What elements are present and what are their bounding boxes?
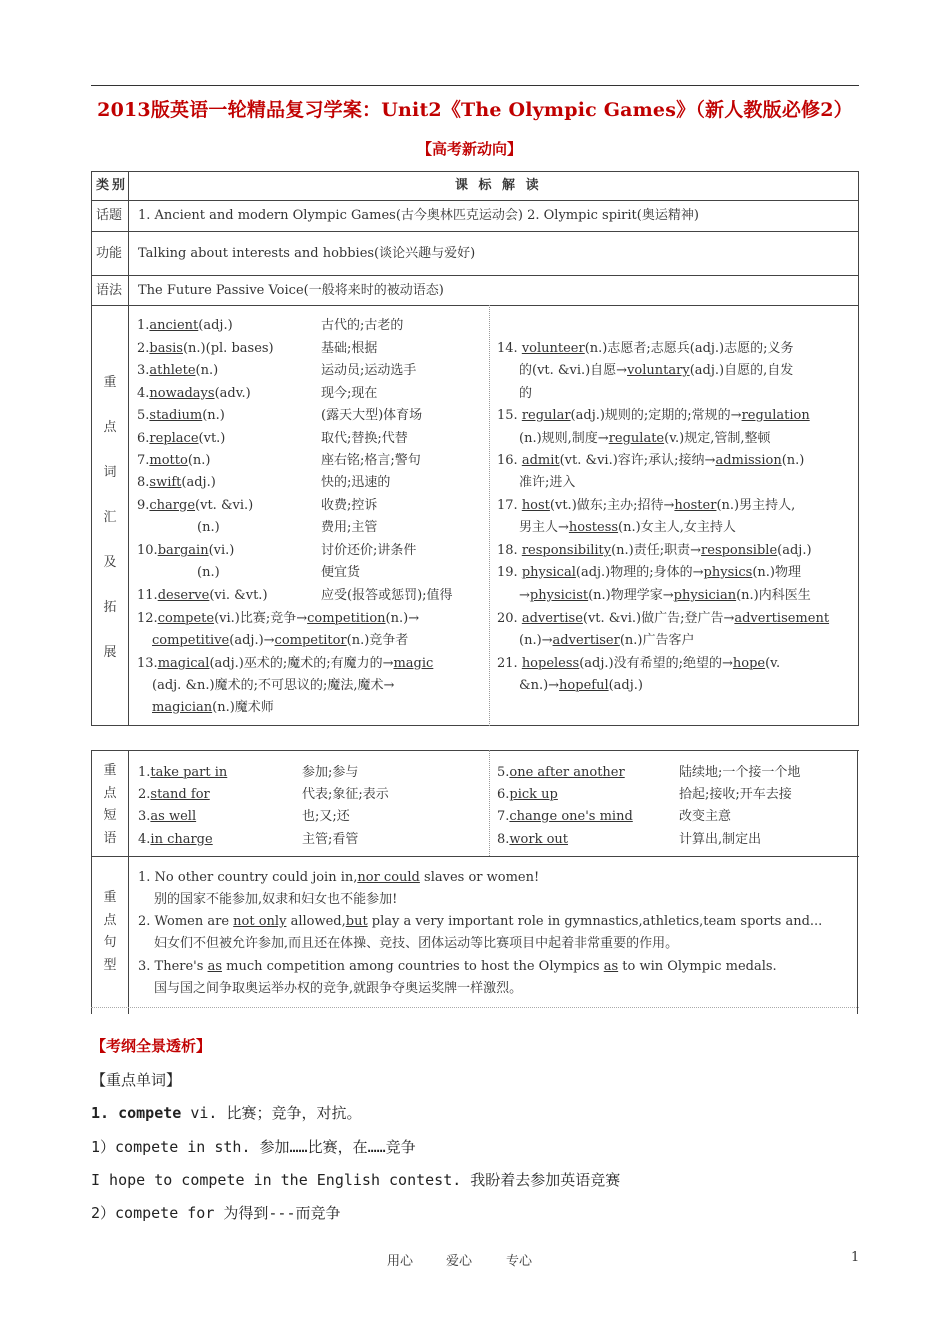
vocab-meaning: (露天大型)体育场 — [321, 408, 423, 423]
vocab-item: 6.replace(vt.) — [137, 431, 226, 446]
vocab-meaning: 取代;替换;代替 — [321, 431, 408, 446]
phrase-item: 5.one after another — [497, 765, 625, 780]
vocab-meaning: 收费;控诉 — [321, 498, 378, 513]
phrase-meaning: 主管;看管 — [302, 832, 359, 847]
usage-2: 2）compete for 为得到---而竞争 — [91, 1204, 341, 1222]
table1-col-divider — [128, 171, 129, 726]
row-function-text: Talking about interests and hobbies(谈论兴趣与爱好) — [138, 246, 476, 261]
vocab-meaning: 运动员;运动选手 — [321, 363, 417, 378]
vocab-line: 20. advertise(vt. &vi.)做广告;登广告→advertisement — [497, 611, 830, 626]
header-category: 类别 — [96, 178, 129, 193]
phrase-side-label: 重 点 短 语 — [103, 763, 117, 846]
vocab-line: 15. regular(adj.)规则的;定期的;常规的→regulation — [497, 408, 810, 423]
phrase-meaning: 拾起;接收;开车去接 — [679, 787, 792, 802]
vocab-line: →physicist(n.)物理学家→physician(n.)内科医生 — [519, 588, 811, 603]
vocab-meaning: 古代的;古老的 — [321, 318, 404, 333]
row-function-label: 功能 — [96, 246, 123, 261]
vocab-side-label: 重 点 词 汇 及 拓 展 — [103, 375, 117, 660]
vocab-meaning: 快的;迅速的 — [321, 475, 391, 490]
page-number: 1 — [851, 1250, 860, 1265]
vocab-item: 3.athlete(n.) — [137, 363, 219, 378]
phrase-item: 7.change one's mind — [497, 809, 633, 824]
vocab-line: 19. physical(adj.)物理的;身体的→physics(n.)物理 — [497, 565, 802, 580]
document-title: 2013版英语一轮精品复习学案：Unit2《The Olympic Games》（新人教版必修2） — [97, 99, 853, 121]
header-interpretation: 课 标 解 读 — [455, 178, 542, 193]
row-grammar-text: The Future Passive Voice(一般将来时的被动语态) — [138, 283, 444, 298]
vocab-line: 14. volunteer(n.)志愿者;志愿兵(adj.)志愿的;义务 — [497, 341, 794, 356]
entry-compete: 1. compete vi. 比赛；竞争，对抗。 — [91, 1104, 362, 1122]
vocab-meaning: 费用;主管 — [321, 520, 378, 535]
sentence-3: 3. There's as much competition among countries to host the Olympics as to win Olympic medals. — [138, 959, 777, 974]
vocab-item: 11.deserve(vi. &vt.) — [137, 588, 268, 603]
phrase-meaning: 也;又;还 — [302, 809, 350, 824]
footer-motto-1: 用心 — [387, 1254, 414, 1269]
phrase-item: 4.in charge — [138, 832, 213, 847]
sentence-3-cn: 国与国之间争取奥运举办权的竞争,就跟争夺奥运奖牌一样激烈。 — [154, 981, 523, 996]
vocab-item: 8.swift(adj.) — [137, 475, 216, 490]
header-rule — [91, 85, 859, 86]
sentence-1-cn: 别的国家不能参加,奴隶和妇女也不能参加! — [154, 892, 398, 907]
vocab-item: 2.basis(n.)(pl. bases) — [137, 341, 274, 356]
vocab-line: 18. responsibility(n.)责任;职责→responsible(adj.) — [497, 543, 812, 558]
vocab-line: 21. hopeless(adj.)没有希望的;绝望的→hope(v. — [497, 656, 781, 671]
phrase-meaning: 改变主意 — [679, 809, 732, 824]
vocab-line: (n.)规则,制度→regulate(v.)规定,管制,整顿 — [519, 431, 771, 446]
vocab-item: 5.stadium(n.) — [137, 408, 225, 423]
phrase-meaning: 代表;象征;表示 — [302, 787, 389, 802]
vocab-line: 男主人→hostess(n.)女主人,女主持人 — [519, 520, 736, 535]
vocab-item: (n.) — [197, 520, 220, 535]
vocab-item: 1.ancient(adj.) — [137, 318, 233, 333]
vocab-item: 9.charge(vt. &vi.) — [137, 498, 254, 513]
vocab-line: (n.)→advertiser(n.)广告客户 — [519, 633, 695, 648]
vocab-item: (adj. &n.)魔术的;不可思议的;魔法,魔术→ — [152, 678, 395, 693]
vocab-meaning: 讨价还价;讲条件 — [321, 543, 417, 558]
vocab-meaning: 应受(报答或惩罚);值得 — [321, 588, 453, 603]
footer-motto-2: 爱心 — [446, 1254, 473, 1269]
vocab-line: 的 — [519, 386, 533, 401]
phrase-item: 6.pick up — [497, 787, 558, 802]
vocab-item: (n.) — [197, 565, 220, 580]
phrase-meaning: 计算出,制定出 — [679, 832, 762, 847]
vocab-item: 13.magical(adj.)巫术的;魔术的;有魔力的→magic — [137, 656, 434, 671]
section-heading-trends: 【高考新动向】 — [417, 140, 523, 158]
row-grammar-label: 语法 — [96, 283, 123, 298]
vocab-meaning: 现今;现在 — [321, 386, 378, 401]
vocab-meaning: 基础;根据 — [321, 341, 378, 356]
phrase-meaning: 陆续地;一个接一个地 — [679, 765, 801, 780]
footer-motto-3: 专心 — [506, 1254, 533, 1269]
phrase-item: 1.take part in — [138, 765, 228, 780]
vocab-item: 12.compete(vi.)比赛;竞争→competition(n.)→ — [137, 611, 420, 626]
example-1: I hope to compete in the English contest. 我盼着去参加英语竞赛 — [91, 1171, 621, 1189]
vocab-line: 的(vt. &vi.)自愿→voluntary(adj.)自愿的,自发 — [519, 363, 794, 378]
vocab-item: 10.bargain(vi.) — [137, 543, 235, 558]
vocab-item: magician(n.)魔术师 — [152, 700, 274, 715]
vocab-line: 16. admit(vt. &vi.)容许;承认;接纳→admission(n.) — [497, 453, 805, 468]
usage-1: 1）compete in sth. 参加……比赛，在……竞争 — [91, 1138, 416, 1156]
sentence-2-cn: 妇女们不但被允许参加,而且还在体操、竞技、团体运动等比赛项目中起着非常重要的作用。 — [154, 936, 679, 951]
vocab-item: 7.motto(n.) — [137, 453, 211, 468]
row-topic-text: 1. Ancient and modern Olympic Games(古今奥林匹克运动会) 2. Olympic spirit(奥运精神) — [138, 208, 699, 223]
sentence-side-label: 重 点 句 型 — [103, 890, 117, 973]
sentence-1: 1. No other country could join in,nor could slaves or women! — [138, 870, 540, 885]
subheading-key-words: 【重点单词】 — [91, 1071, 182, 1089]
vocab-line: &n.)→hopeful(adj.) — [519, 678, 643, 693]
sentence-2: 2. Women are not only allowed,but play a very important role in gymnastics,athletics,team sports and... — [138, 914, 823, 929]
phrase-item: 2.stand for — [138, 787, 210, 802]
vocab-item: 4.nowadays(adv.) — [137, 386, 251, 401]
phrase-meaning: 参加;参与 — [302, 765, 359, 780]
vocab-item: competitive(adj.)→competitor(n.)竞争者 — [152, 633, 409, 648]
section-heading-analysis: 【考纲全景透析】 — [91, 1037, 212, 1055]
phrase-item: 8.work out — [497, 832, 569, 847]
vocab-line: 准许;进入 — [519, 475, 576, 490]
row-topic-label: 话题 — [96, 208, 123, 223]
phrase-item: 3.as well — [138, 809, 197, 824]
vocab-meaning: 座右铭;格言;警句 — [321, 453, 421, 468]
vocab-meaning: 便宜货 — [321, 565, 361, 580]
vocab-line: 17. host(vt.)做东;主办;招待→hoster(n.)男主持人, — [497, 498, 796, 513]
